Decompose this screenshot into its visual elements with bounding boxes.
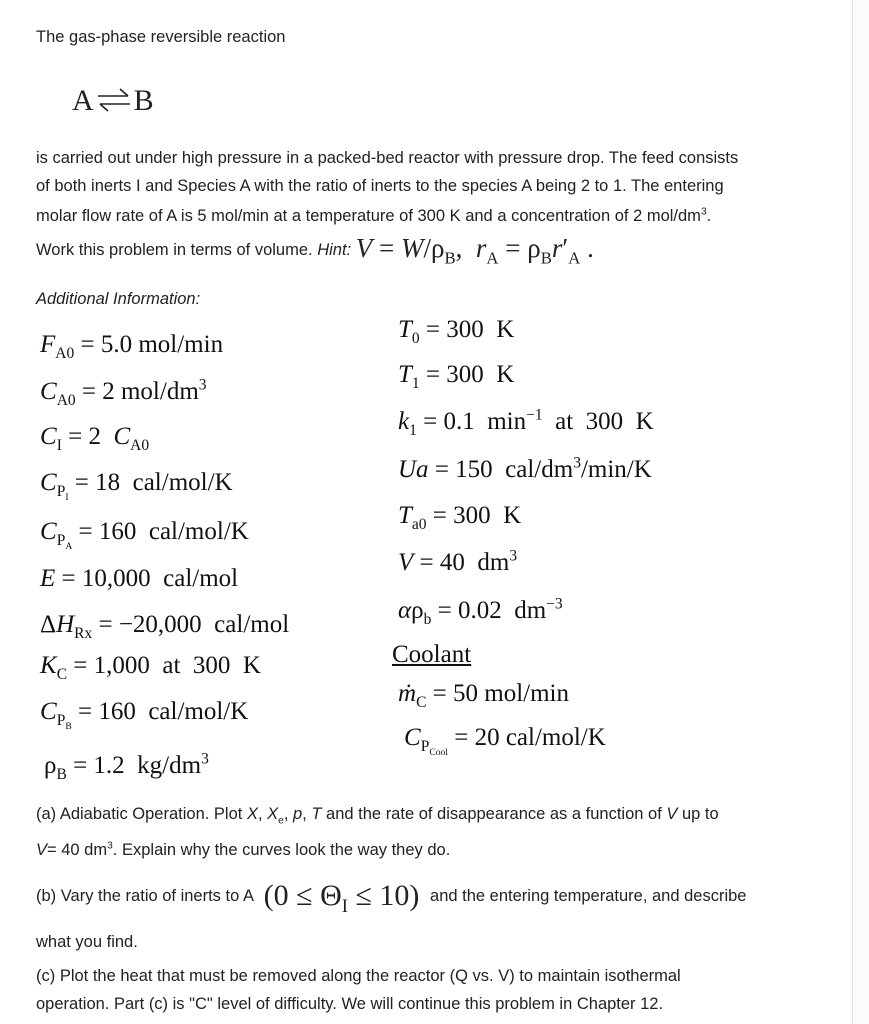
product-B: B	[133, 84, 154, 117]
question-b-line-1: (b) Vary the ratio of inerts to A $(0 \le \Theta_I \le 10)$ and the entering temperature, and describe	[36, 879, 747, 917]
param-CPI: $C_{P_I} = 18$ cal/mol/K	[40, 469, 233, 504]
description-line-1: is carried out under high pressure in a packed-bed reactor with pressure drop. The feed consists	[36, 149, 739, 167]
coolant-heading: Coolant	[392, 641, 472, 668]
param-CPA: $C_{P_A} = 160$ cal/mol/K	[40, 518, 249, 553]
param-CPCool: $C_{P_{Cool}} = 20$ cal/mol/K	[404, 724, 606, 759]
param-alpha: $\alpha\rho_b = 0.02$ $dm^{-3}$	[398, 595, 563, 628]
param-k1: $k_1 = 0.1$ $\min^{-1}$ at 300 K	[398, 406, 654, 439]
param-FA0: $F_{A0} = 5.0$ mol/min	[40, 331, 224, 362]
param-CPB: $C_{P_B} = 160$ cal/mol/K	[40, 698, 249, 733]
description-line-2: of both inerts I and Species A with the ratio of inerts to the species A being 2 to 1. The entering	[36, 177, 724, 195]
param-V: V = 40 $dm^3$	[398, 547, 518, 576]
question-a-line-2: V= 40 $dm^3$. Explain why the curves look the way they do.	[36, 840, 451, 859]
question-c-line-1: (c) Plot the heat that must be removed along the reactor (Q vs. V) to maintain isothermal	[36, 967, 681, 985]
param-T1: $T_1 = 300$ K	[398, 361, 515, 392]
description-line-4: Work this problem in terms of volume. Hint: $V = W/\rho_B$, $r_A = \rho_Br'_A$ .	[36, 233, 594, 268]
page-scrollbar[interactable]	[852, 0, 869, 1024]
param-dHRx: $\Delta H_{Rx} = -20,000$ cal/mol	[40, 611, 290, 642]
param-KC: $K_C = 1,000$ at 300 K	[40, 652, 261, 683]
param-CA0: $C_{A0} = 2$ mol/$dm^3$	[40, 376, 207, 409]
hint-label: Hint:	[317, 241, 352, 259]
param-mc: ṁ$_C$ = 50 mol/min	[398, 680, 569, 711]
additional-info-label: Additional Information:	[36, 290, 201, 308]
param-Ua: Ua = 150 cal/$dm^3/\min/K$	[398, 454, 652, 483]
hint-equation: $V = W/\rho_B$, $r_A = \rho_Br'_A$ .	[355, 233, 594, 268]
param-T0: $T_0 = 300$ K	[398, 316, 515, 347]
question-b-line-2: what you find.	[36, 933, 138, 951]
description-line-3: molar flow rate of A is 5 mol/min at a temperature of 300 K and a concentration of 2 mol/$dm^3$.	[36, 206, 712, 225]
theta-range-math: $(0 \le \Theta_I \le 10)$	[263, 879, 420, 917]
question-a-line-1: (a) Adiabatic Operation. Plot X, $X_e$, p, T and the rate of disappearance as a function of V up to	[36, 805, 719, 827]
param-E: E = 10,000 cal/mol	[40, 565, 239, 592]
param-CI: $C_I = 2$ $C_{A0}$	[40, 423, 150, 454]
reversible-arrow-icon	[94, 87, 134, 113]
intro-text: The gas-phase reversible reaction	[36, 28, 286, 46]
reactant-A: A	[72, 84, 94, 117]
question-c-line-2: operation. Part (c) is "C" level of difficulty. We will continue this problem in Chapter 12.	[36, 995, 664, 1013]
param-Ta0: $T_{a0} = 300$ K	[398, 502, 522, 533]
param-rhoB: $\rho_B = 1.2$ $kg/dm^3$	[44, 750, 209, 783]
reaction-equation	[72, 84, 154, 118]
